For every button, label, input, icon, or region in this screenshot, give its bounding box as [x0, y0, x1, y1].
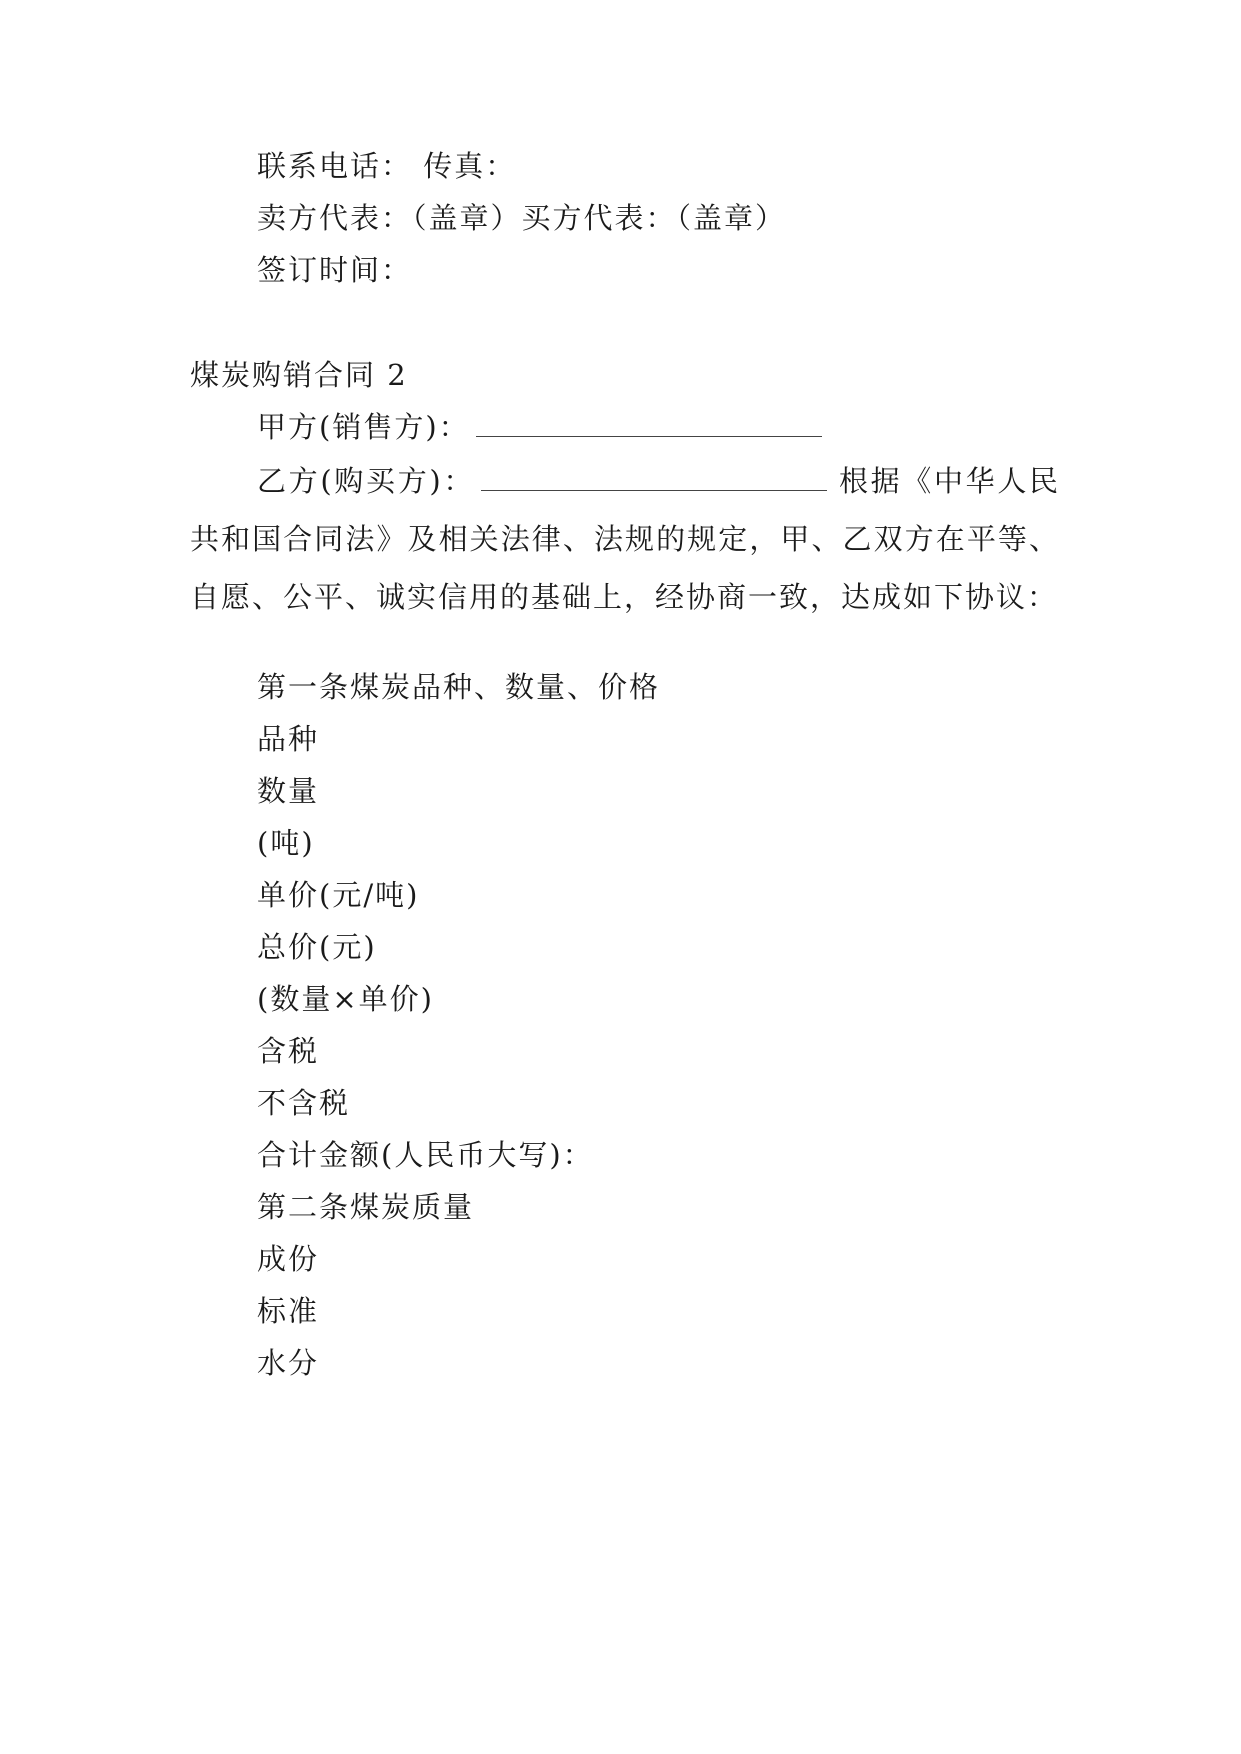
item-tax-included: 含税: [257, 1034, 320, 1068]
item-formula: (数量×单价): [257, 982, 434, 1016]
intro-paragraph: [190, 452, 1060, 626]
item-ton: (吨): [257, 826, 315, 860]
item-tax-excluded: 不含税: [257, 1086, 351, 1120]
item-standard: 标准: [257, 1294, 320, 1328]
contract-title: 煤炭购销合同 2: [190, 358, 408, 392]
party-a-line: [257, 407, 822, 447]
signing-time-line: 签订时间：: [257, 253, 413, 287]
article-2-heading: 第二条煤炭质量: [257, 1190, 475, 1224]
party-a-label: 甲方(销售方)：: [257, 410, 470, 444]
party-a-blank: [476, 408, 822, 437]
item-unit-price: 单价(元/吨): [257, 878, 420, 912]
party-b-blank: [481, 462, 827, 491]
contact-line: 联系电话： 传真：: [257, 149, 517, 183]
item-total-amount: 合计金额(人民币大写)：: [257, 1138, 594, 1172]
intro-text: 根据《中华人民共和国合同法》及相关法律、法规的规定，甲、乙双方在平等、自愿、公平、诚实信用的基础上，经协商一致，达成如下协议：: [190, 464, 1060, 614]
item-component: 成份: [257, 1242, 320, 1276]
item-total-price: 总价(元): [257, 930, 377, 964]
item-variety: 品种: [257, 722, 320, 756]
article-1-heading: 第一条煤炭品种、数量、价格: [257, 670, 661, 704]
representative-line: 卖方代表：（盖章）买方代表：（盖章）: [257, 201, 787, 235]
item-quantity: 数量: [257, 774, 320, 808]
item-moisture: 水分: [257, 1346, 320, 1380]
party-b-label: 乙方(购买方)：: [257, 464, 476, 498]
